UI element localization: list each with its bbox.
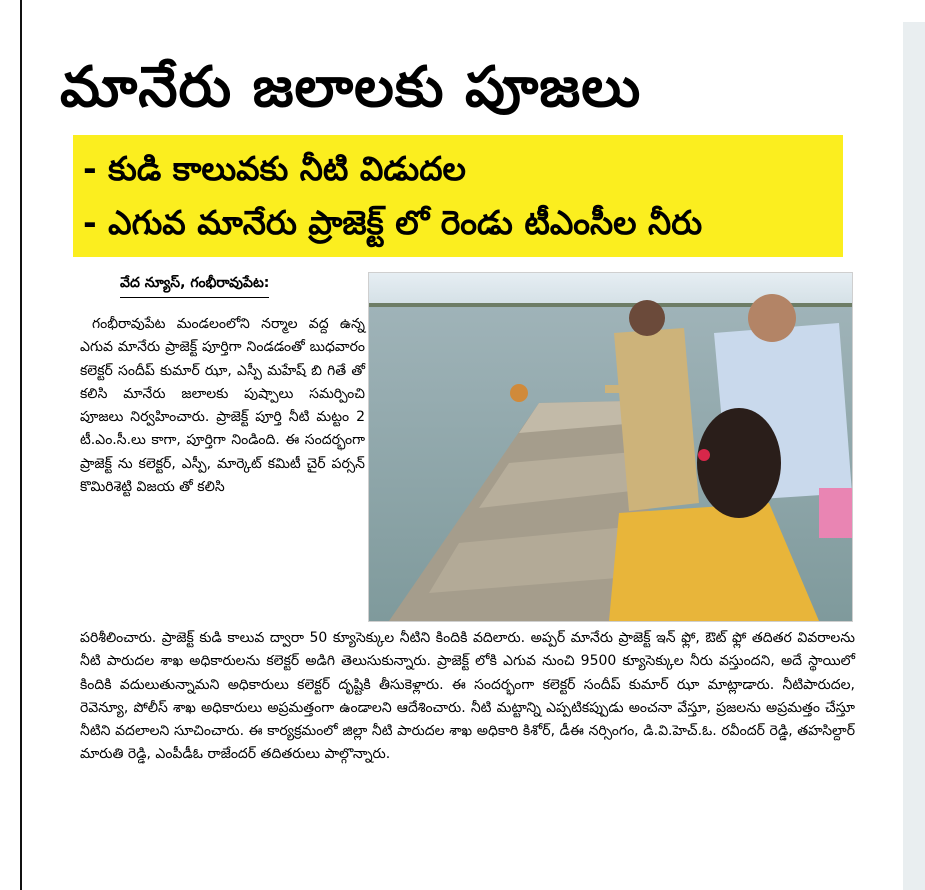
- side-panel: [903, 22, 925, 890]
- subheadline-box: [73, 135, 843, 257]
- article-body-column: గంభీరావుపేట మండలంలోని నర్మాల వద్ద ఉన్న ఎగువ మానేరు ప్రాజెక్ట్ పూర్తిగా నిండడంతో బుధవారం కలెక్టర్ సందీప్ కుమార్ ఝా, ఎస్పీ మహేష్ బి గితే తో కలిసి మానేరు జలాలకు పుష్పాలు సమర్పించి పూజలు నిర్వహించారు. ప్రాజెక్ట్ పూర్తి నీటి మట్టం 2 టీ.ఎం.సీ.లు కాగా, పూర్తిగా నిండింది. ఈ సందర్భంగా ప్రాజెక్ట్ ను కలెక్టర్, ఎస్పీ, మార్కెట్ కమిటీ చైర్ పర్సన్ కొమిరిశెట్టి విజయ తో కలిసి: [80, 316, 365, 496]
- article-headline: మానేరు జలాలకు పూజలు: [60, 55, 642, 120]
- dateline: వేద న్యూస్, గంభీరావుపేట:: [120, 275, 269, 298]
- subheadline-1: - కుడి కాలువకు నీటి విడుదల: [83, 149, 466, 188]
- article-body-full-width: పరిశీలించారు. ప్రాజెక్ట్ కుడి కాలువ ద్వారా 50 క్యూసెక్కుల నీటిని కిందికి వదిలారు. అప్పర్ మానేరు ప్రాజెక్ట్ ఇన్ ఫ్లో, ఔట్ ఫ్లో తదితర వివరాలను నీటి పారుదల శాఖ అధికారులను కలెక్టర్ అడిగి తెలుసుకున్నారు. ప్రాజెక్ట్ లోకి ఎగువ నుంచి 9500 క్యూసెక్కుల నీరు వస్తుందని, అదే స్థాయిలో కిందికి వదులుతున్నామని అధికారులు కలెక్టర్ దృష్టికి తీసుకెళ్లారు. ఈ సందర్భంగా కలెక్టర్ సందీప్ కుమార్ ఝా మాట్లాడారు. నీటిపారుదల, రెవెన్యూ, పోలీస్ శాఖ అధికారులు అప్రమత్తంగా ఉండాలని ఆదేశించారు. నీటి మట్టాన్ని ఎప్పటికప్పుడు అంచనా వేస్తూ, ప్రజలను అప్రమత్తం చేస్తూ నీటిని వదలాలని సూచించారు. ఈ కార్యక్రమంలో జిల్లా నీటి పారుదల శాఖ అధికారి కిశోర్, డీఈ నర్సింగం, డి.వి.హెచ్.ఓ. రవీందర్ రెడ్డి, తహసిల్దార్ మారుతి రెడ్డి, ఎంపీడీఓ రాజేందర్ తదితరులు పాల్గొన్నారు.: [80, 630, 855, 763]
- page-left-rule: [20, 0, 22, 890]
- subheadline-2: - ఎగువ మానేరు ప్రాజెక్ట్ లో రెండు టీఎంసీల నీరు: [83, 203, 703, 242]
- news-photo: [368, 272, 853, 622]
